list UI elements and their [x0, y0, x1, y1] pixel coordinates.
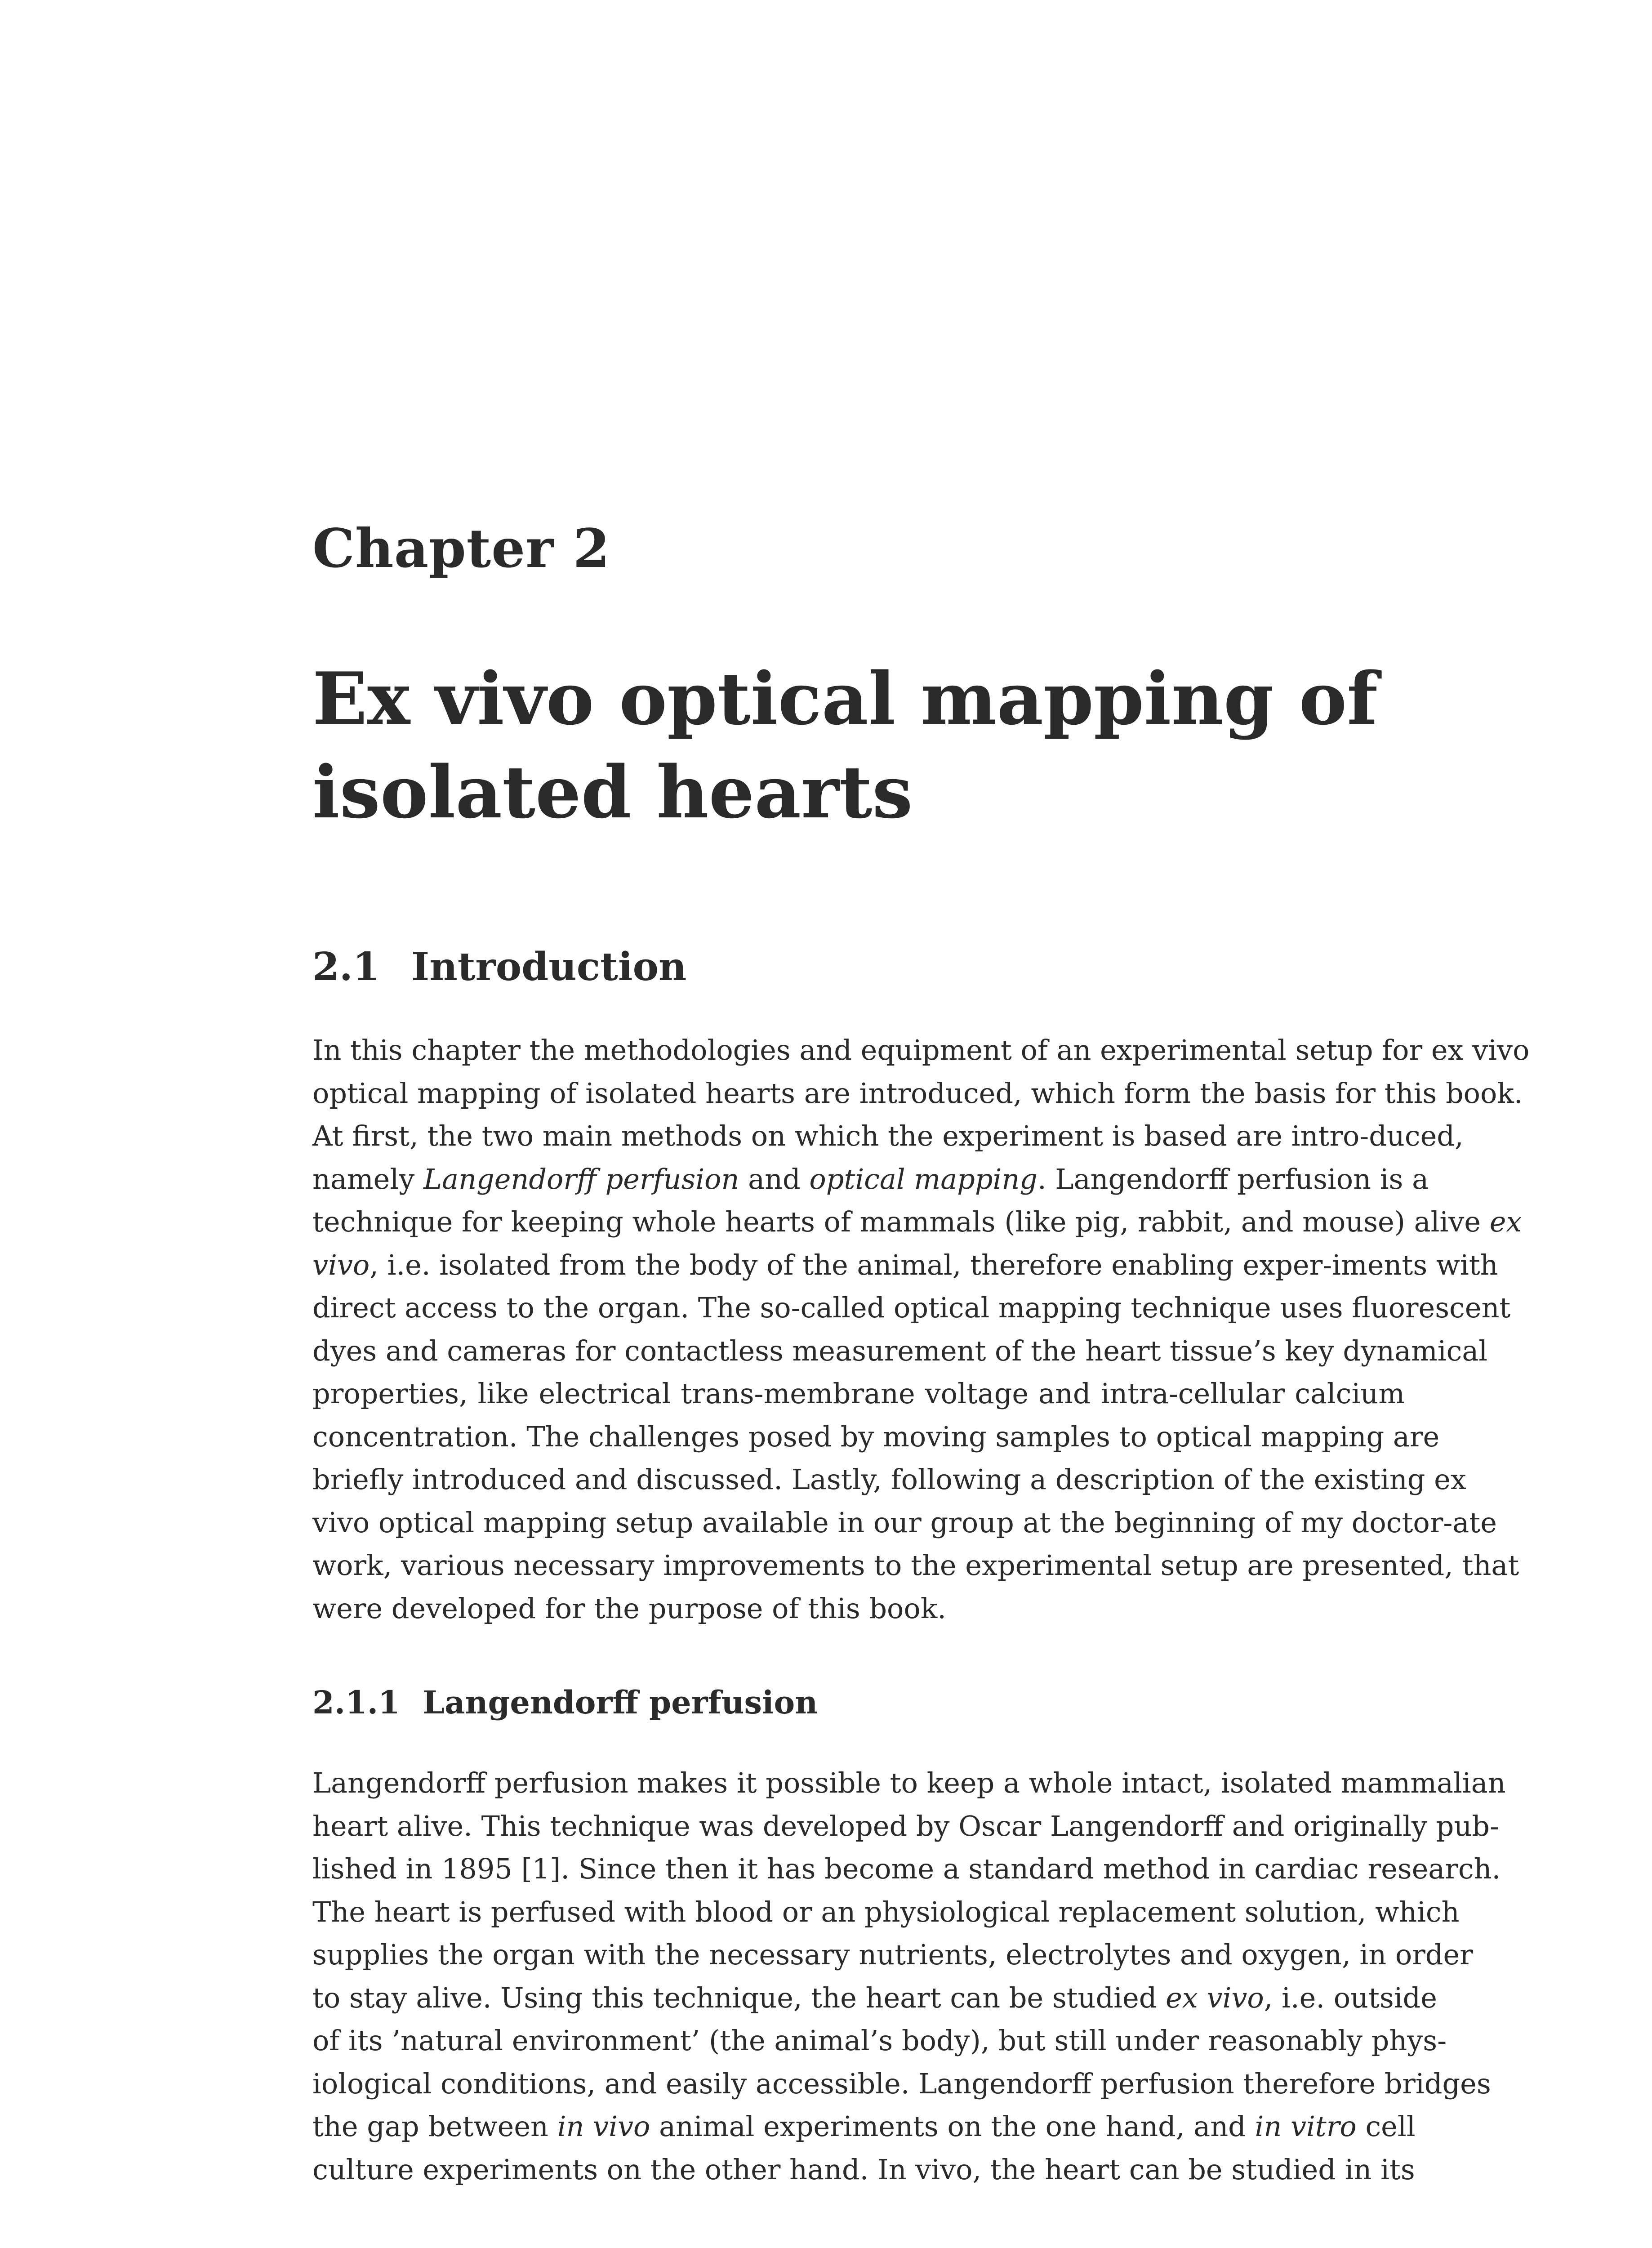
paragraph-line	[312, 1805, 1499, 1848]
paragraph-line	[312, 1158, 1429, 1201]
text-run: concentration. The challenges posed by moving samples to optical mapping are	[312, 1420, 1440, 1453]
paragraph-line	[312, 1244, 1498, 1287]
subsection-number: 2.1.1	[312, 1684, 400, 1721]
paragraph-line	[312, 2105, 1416, 2148]
introduction-paragraph	[312, 1029, 1530, 1630]
paragraph-line	[312, 2019, 1447, 2062]
italic-term: ex vivo	[1166, 1981, 1264, 2014]
paragraph-line	[312, 1587, 1405, 1630]
text-run: iological conditions, and easily accessible. Langendorff perfusion therefore bridges	[312, 2067, 1491, 2100]
text-run: to stay alive. Using this technique, the heart can be studied	[312, 1981, 1166, 2014]
paragraph-line	[312, 1458, 1466, 1501]
subsection-heading	[312, 1684, 818, 1721]
paragraph-line	[312, 1891, 1460, 1934]
text-run: The heart is perfused with blood or an physiological replacement solution, which	[312, 1895, 1460, 1928]
paragraph-line	[312, 2062, 1491, 2105]
italic-term: in vitro	[1255, 2110, 1357, 2143]
text-run: supplies the organ with the necessary nutrients, electrolytes and oxygen, in order	[312, 1938, 1473, 1971]
paragraph-line	[312, 1372, 1405, 1415]
subsection-title: Langendorff perfusion	[423, 1684, 818, 1721]
section-title: Introduction	[411, 944, 687, 990]
italic-term: ex	[1489, 1205, 1522, 1238]
section-heading	[312, 944, 686, 990]
paragraph-line	[312, 1286, 1511, 1329]
text-run: lished in 1895 [1]. Since then it has become a standard method in cardiac research.	[312, 1852, 1501, 1885]
paragraph-line	[312, 2148, 1415, 2191]
text-run: namely	[312, 1162, 423, 1195]
paragraph-line	[312, 1200, 1522, 1244]
paragraph-line	[312, 1501, 1497, 1544]
text-run: heart alive. This technique was developed by Oscar Langendorff and originally pub-	[312, 1809, 1499, 1842]
text-run: dyes and cameras for contactless measurement of the heart tissue’s key dynamical	[312, 1334, 1488, 1367]
paragraph-line	[312, 1544, 1519, 1587]
text-run: , i.e. outside	[1264, 1981, 1437, 2014]
text-run: , i.e. isolated from the body of the animal, therefore enabling exper-iments with	[370, 1248, 1498, 1281]
text-run: Langendorff perfusion makes it possible to keep a whole intact, isolated mammalian	[312, 1766, 1506, 1799]
italic-term: vivo	[312, 1248, 370, 1281]
paragraph-line	[312, 1115, 1464, 1158]
paragraph-line	[312, 1933, 1473, 1976]
paragraph-line	[312, 1847, 1501, 1891]
text-run: . Langendorff perfusion is a	[1038, 1162, 1429, 1195]
langendorff-paragraph	[312, 1762, 1506, 2191]
italic-term: Langendorff perfusion	[423, 1162, 739, 1195]
text-run: At first, the two main methods on which the experiment is based are intro-duced,	[312, 1120, 1464, 1152]
text-run: optical mapping of isolated hearts are introduced, which form the basis for this book.	[312, 1076, 1523, 1110]
text-run: were developed for the purpose of this book.	[312, 1592, 946, 1625]
paragraph-line	[312, 1029, 1530, 1072]
paragraph-line	[312, 1415, 1440, 1459]
section-number: 2.1	[312, 944, 380, 990]
paragraph-line	[312, 1329, 1488, 1373]
paragraph-line	[312, 1762, 1506, 1805]
chapter-title: Ex vivo optical mapping of isolated hearts	[312, 656, 1378, 834]
text-run: briefly introduced and discussed. Lastly, following a description of the existing ex	[312, 1463, 1466, 1496]
paragraph-line	[312, 1072, 1523, 1115]
text-run: technique for keeping whole hearts of mammals (like pig, rabbit, and mouse) alive	[312, 1205, 1490, 1238]
text-run: vivo optical mapping setup available in our group at the beginning of my doctor-ate	[312, 1506, 1497, 1539]
paragraph-line	[312, 1976, 1437, 2020]
text-run: direct access to the organ. The so-called optical mapping technique uses fluorescent	[312, 1291, 1511, 1324]
text-run: the gap between	[312, 2110, 557, 2143]
text-run: and	[739, 1162, 810, 1195]
italic-term: in vivo	[557, 2110, 650, 2143]
chapter-label: Chapter 2	[312, 517, 610, 580]
text-run: In this chapter the methodologies and equipment of an experimental setup for ex vivo	[312, 1034, 1530, 1066]
text-run: culture experiments on the other hand. In vivo, the heart can be studied in its	[312, 2153, 1415, 2186]
text-run: of its ’natural environment’ (the animal’s body), but still under reasonably phys-	[312, 2024, 1447, 2057]
text-run: work, various necessary improvements to the experimental setup are presented, that	[312, 1549, 1519, 1582]
text-run: animal experiments on the one hand, and	[650, 2110, 1255, 2143]
text-run: properties, like electrical trans-membrane voltage and intra-cellular calcium	[312, 1377, 1405, 1410]
italic-term: optical mapping	[809, 1162, 1038, 1195]
text-run: cell	[1356, 2110, 1416, 2143]
